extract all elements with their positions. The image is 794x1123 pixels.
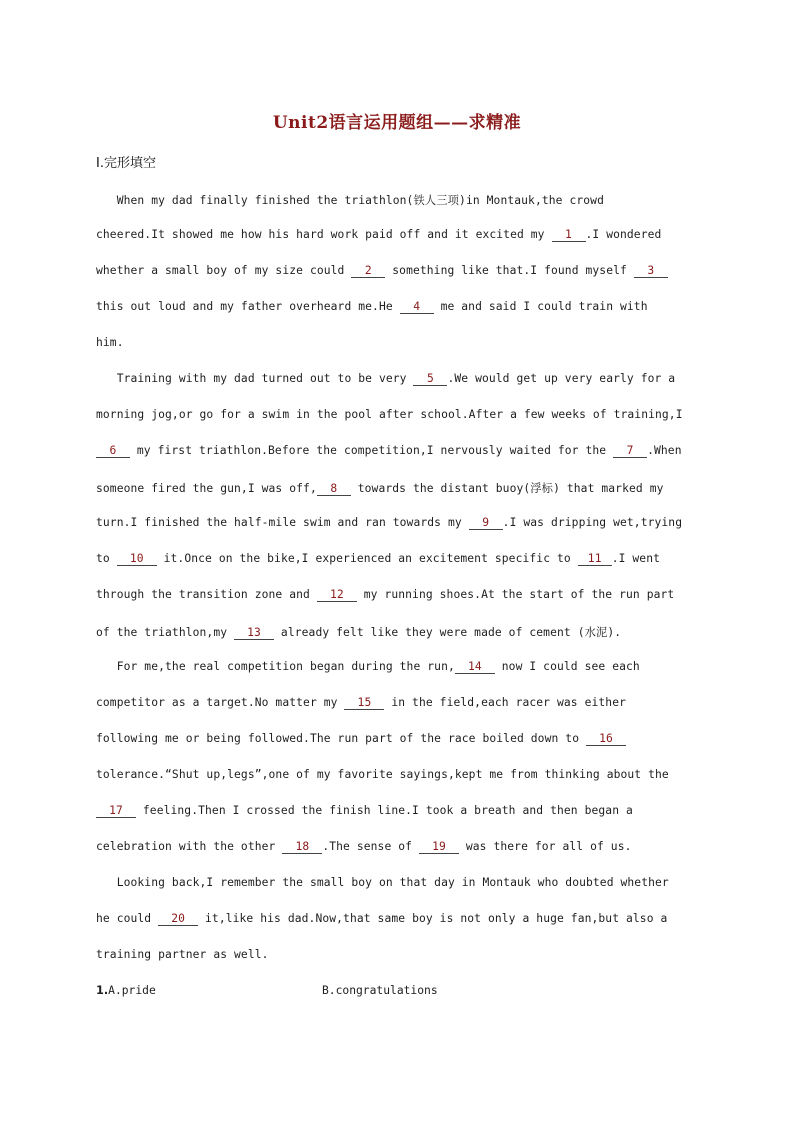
- question-1-option-b: B.congratulations: [322, 984, 438, 997]
- passage-text: .I wondered: [585, 228, 662, 241]
- passage-line: [96, 300, 648, 314]
- passage-line: [96, 624, 621, 640]
- answer-blank: 6: [96, 445, 130, 458]
- passage-text: was there for all of us.: [458, 840, 632, 853]
- passage-text: Training with my dad turned out to be very: [96, 372, 414, 385]
- passage-line: [96, 516, 682, 530]
- answer-blank: 16: [586, 733, 626, 746]
- answer-blank: 5: [413, 373, 447, 386]
- answer-blank: 2: [351, 265, 385, 278]
- passage-text: it.Once on the bike,I experienced an excitement specific to: [156, 552, 578, 565]
- answer-blank: 12: [317, 589, 357, 602]
- passage-text: my first triathlon.Before the competition,I nervously waited for the: [130, 444, 614, 457]
- answer-blank: 18: [282, 841, 322, 854]
- answer-blank: 20: [158, 913, 198, 926]
- passage-line: [96, 480, 664, 496]
- passage-line: [96, 912, 667, 926]
- passage-text: already felt like they were made of cement (水泥).: [274, 626, 622, 639]
- answer-blank: 8: [317, 483, 351, 496]
- question-1-option-a: [96, 984, 156, 997]
- passage-text: celebration with the other: [96, 840, 283, 853]
- passage-line: [96, 840, 632, 854]
- passage-line: [96, 660, 640, 674]
- answer-blank: 4: [400, 301, 434, 314]
- passage-text: training partner as well.: [96, 948, 269, 961]
- passage-text: tolerance.“Shut up,legs”,one of my favorite sayings,kept me from thinking about the: [96, 768, 669, 781]
- passage-line: [96, 696, 626, 710]
- passage-text: something like that.I found myself: [385, 264, 634, 277]
- answer-blank: 9: [469, 517, 503, 530]
- passage-text: it,like his dad.Now,that same boy is not only a huge fan,but also a: [198, 912, 668, 925]
- passage-text: Looking back,I remember the small boy on that day in Montauk who doubted whether: [96, 876, 669, 889]
- answer-blank: 17: [96, 805, 136, 818]
- answer-blank: 11: [578, 553, 612, 566]
- passage-text: .I went: [611, 552, 661, 565]
- passage-line: [96, 552, 660, 566]
- passage-text: turn.I finished the half-mile swim and ran towards my: [96, 516, 469, 529]
- passage-line: [96, 192, 604, 208]
- passage-text: .We would get up very early for a: [447, 372, 676, 385]
- passage-line: [96, 732, 626, 746]
- passage-text: whether a small boy of my size could: [96, 264, 352, 277]
- passage-text: For me,the real competition began during the run,: [96, 660, 455, 673]
- passage-text: this out loud and my father overheard me.He: [96, 300, 400, 313]
- passage-text: me and said I could train with: [433, 300, 648, 313]
- section-heading: Ⅰ.完形填空: [96, 156, 156, 171]
- answer-blank: 10: [117, 553, 157, 566]
- passage-text: through the transition zone and: [96, 588, 317, 601]
- page-title: Unit2语言运用题组——求精准: [272, 113, 522, 133]
- passage-text: to: [96, 552, 117, 565]
- option-a-text: A.pride: [108, 984, 156, 997]
- answer-blank: 13: [234, 627, 274, 640]
- passage-line: [96, 228, 661, 242]
- passage-text: .The sense of: [322, 840, 419, 853]
- passage-text: he could: [96, 912, 159, 925]
- passage-line: [96, 876, 669, 889]
- passage-text: .I was dripping wet,trying: [502, 516, 683, 529]
- answer-blank: 19: [419, 841, 459, 854]
- answer-blank: 1: [552, 229, 586, 242]
- passage-text: When my dad finally finished the triathlon(铁人三项)in Montauk,the crowd: [96, 194, 604, 207]
- passage-line: [96, 372, 675, 386]
- passage-line: [96, 768, 669, 781]
- passage-line: [96, 264, 668, 278]
- passage-text: .When: [647, 444, 682, 457]
- passage-line: [96, 804, 633, 818]
- answer-blank: 7: [613, 445, 647, 458]
- passage-text: someone fired the gun,I was off,: [96, 482, 317, 495]
- passage-line: [96, 336, 124, 349]
- passage-text: morning jog,or go for a swim in the pool after school.After a few weeks of training,I: [96, 408, 683, 421]
- passage-text: of the triathlon,my: [96, 626, 235, 639]
- passage-line: [96, 408, 683, 421]
- passage-line: [96, 588, 674, 602]
- answer-blank: 14: [455, 661, 495, 674]
- passage-text: my running shoes.At the start of the run part: [356, 588, 675, 601]
- passage-line: [96, 444, 682, 458]
- answer-blank: 15: [344, 697, 384, 710]
- passage-text: now I could see each: [494, 660, 640, 673]
- answer-blank: 3: [634, 265, 668, 278]
- passage-text: following me or being followed.The run part of the race boiled down to: [96, 732, 586, 745]
- passage-text: towards the distant buoy(浮标) that marked my: [350, 482, 664, 495]
- passage-text: him.: [96, 336, 124, 349]
- passage-text: cheered.It showed me how his hard work paid off and it excited my: [96, 228, 552, 241]
- question-number: 1.: [96, 984, 109, 997]
- passage-text: competitor as a target.No matter my: [96, 696, 345, 709]
- passage-text: feeling.Then I crossed the finish line.I took a breath and then began a: [136, 804, 633, 817]
- passage-line: [96, 948, 269, 961]
- passage-text: in the field,each racer was either: [384, 696, 626, 709]
